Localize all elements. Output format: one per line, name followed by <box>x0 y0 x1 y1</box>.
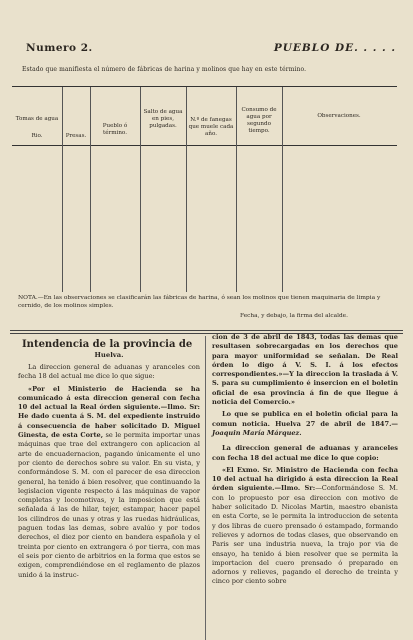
col-presas-header: Presas. <box>65 133 87 139</box>
left-paragraph-2: «Por el Ministerio de Hacienda se ha comunicado á esta direccion general con fecha 10 del actual la Real órden siguiente.—Ilmo. Sr: He dado cuenta á S. M. del expediente instruido á consecuencia de haber solicitado D. Miguel Ginesta, de esta Corte, se le permita importar unas máquinas que trae del extrangero con aplicacion al arte de encuadernacion, pagando únicamente el uno por ciento de derechos sobre su valor. En su vista, y conformándose S. M. con el parecer de esa direccion general, ha tenido á bien resolver, que continuando la legislacion vigente respecto á las máquinas de vapor completas y locomotivas, y la imposicion que está señalada á las de hilar, tejer, estampar, hacer papel los cilindros de unas y otras y las ruedas hidráulicas, paguen todas las demas, sobre avalúo y por todos derechos, el diez por ciento en bandera española y el treinta por ciento en extrangera ó por tierra, con mas el seis por ciento de arbitrios en la forma que estos se exigen, comprendiéndose en el reglamento de plazos unido á la instruc- <box>18 384 200 579</box>
col-salto-header: Salto de agua en pies, pulgadas. <box>143 109 183 129</box>
col-observaciones-header: Observaciones. <box>317 113 361 119</box>
intendencia-subtitle: Huelva. <box>94 351 124 359</box>
fecha-line: Fecha, y debajo, la firma del alcalde. <box>240 313 348 319</box>
col-fanegas-header: N.º de fanegas que muele cada año. <box>188 117 234 137</box>
section-divider <box>10 330 403 331</box>
col-rio-header: Rio. <box>31 133 43 139</box>
right-paragraph-3: La direccion general de aduanas y aranceles con fecha 18 del actual me dice lo que copio: <box>212 444 398 462</box>
estado-caption: Estado que manifiesta el número de fábricas de harina y molinos que hay en este término. <box>22 66 307 73</box>
right-paragraph-4: «El Exmo. Sr. Ministro de Hacienda con fecha 10 del actual ha dirigido á esta direccion la Real órden siguiente.—Ilmo. Sr:—Conformándose S. M. con lo propuesto por esa direccion con motivo de haber solicitado D. Nicolas Martin, maestro ebanista en esta Corte, se le permita la introduccion de setenta y dos libras de cuero prensado ó estampado, formando relieves y adornos de todas clases, que observando en Paris ser una industria nueva, la trajo por via de ensayo, ha tenido á bien resolver que se permita la importacion del cuero prensado ó preparado en adornos y relieves, pagando el derecho de treinta y cinco por ciento sobre <box>212 465 398 586</box>
col-pueblo-header: Pueblo ó término. <box>102 123 128 136</box>
right-column <box>212 333 398 590</box>
nota-text: NOTA.—En las observaciones se clasificarán las fábricas de harina, ó sean los molinos que tienen maquinaria de limpia y cernido, de los molinos simples. <box>18 295 381 309</box>
left-paragraph-1: La direccion general de aduanas y aranceles con fecha 18 del actual me dice lo que sigue: <box>18 363 200 381</box>
form-number: Numero 2. <box>26 42 93 54</box>
col-consumo-header: Consumo de agua por segundo tiempo. <box>241 107 277 134</box>
left-column <box>18 339 200 583</box>
form-header <box>26 42 396 58</box>
col-tomas-header: Tomas de agua <box>15 116 59 122</box>
right-paragraph-1: cion de 3 de abril de 1843, todas las demas que resultasen sobrecargadas en los derechos que para mayor uniformidad se señalan. De Real órden lo digo á V. S. I. á los efectos correspondientes.»—Y la direccion la traslada á V. S. para su cumplimiento é insercion en el boletin oficial de esa provincia á fin de que llegue á noticia del Comercio.» <box>212 333 398 407</box>
mills-table <box>12 86 397 292</box>
pueblo-label: PUEBLO DE. . . . . <box>273 42 396 54</box>
intendencia-title: Intendencia de la provincia de <box>22 339 193 350</box>
column-divider <box>205 336 206 640</box>
signature: Joaquin María Márquez. <box>212 428 302 437</box>
right-paragraph-2: Lo que se publica en el boletin oficial para la comun noticia. Huelva 27 de abril de 1847.—Joaquin María Márquez. <box>212 410 398 437</box>
